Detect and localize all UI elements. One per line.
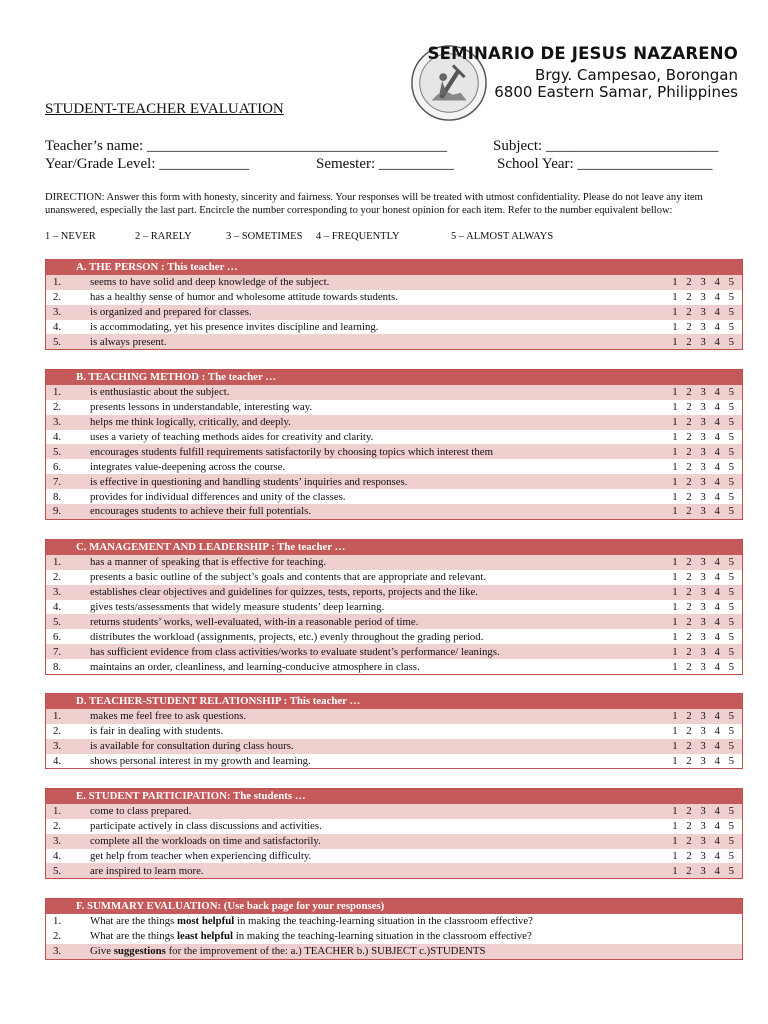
item-text: is enthusiastic about the subject. [90, 385, 638, 400]
scale-label-3: 3 – SOMETIMES [226, 231, 303, 242]
item-text: is accommodating, yet his presence invites discipline and learning. [90, 320, 638, 335]
rating-options[interactable]: 1 2 3 4 5 [638, 724, 743, 739]
section-b [45, 369, 743, 520]
table-row [46, 459, 743, 474]
scale-label-2: 2 – RARELY [135, 231, 192, 242]
item-text: has a healthy sense of humor and wholesome attitude towards students. [90, 290, 638, 305]
rating-options[interactable]: 1 2 3 4 5 [638, 385, 743, 400]
table-row [46, 400, 743, 415]
section-header: D. TEACHER-STUDENT RELATIONSHIP : This teacher … [46, 694, 743, 709]
table-row [46, 305, 743, 320]
table-row [46, 834, 743, 849]
table-row [46, 849, 743, 864]
item-number: 2. [46, 570, 91, 585]
item-number: 2. [46, 290, 91, 305]
section-header: F. SUMMARY EVALUATION: (Use back page for your responses) [46, 899, 743, 914]
section-c [45, 539, 743, 675]
table-row [46, 863, 743, 878]
table-row [46, 290, 743, 305]
section-a [45, 259, 743, 350]
direction-text: DIRECTION: Answer this form with honesty, sincerity and fairness. Your responses will be treated with utmost confidentiality. Please do not leave any item unanswered, especially the last part. Encircle the number corresponding to your honest opinion for each item. Refer to the number equivalent bellow: [45, 192, 703, 216]
section-d [45, 693, 743, 769]
rating-options[interactable]: 1 2 3 4 5 [638, 275, 743, 290]
item-number: 5. [46, 863, 91, 878]
table-row [46, 570, 743, 585]
year-level-field[interactable]: Year/Grade Level: ____________ [45, 156, 250, 172]
item-number: 8. [46, 659, 91, 674]
item-text: come to class prepared. [90, 804, 638, 819]
table-row [46, 804, 743, 819]
item-number: 7. [46, 644, 91, 659]
table-row [46, 385, 743, 400]
rating-options[interactable]: 1 2 3 4 5 [638, 819, 743, 834]
item-text: is available for consultation during class hours. [90, 739, 638, 754]
item-text: integrates value-deepening across the course. [90, 459, 638, 474]
rating-options[interactable]: 1 2 3 4 5 [638, 570, 743, 585]
item-text: presents lessons in understandable, interesting way. [90, 400, 638, 415]
rating-options[interactable]: 1 2 3 4 5 [638, 585, 743, 600]
rating-options[interactable]: 1 2 3 4 5 [638, 629, 743, 644]
item-number: 3. [46, 739, 91, 754]
rating-options[interactable]: 1 2 3 4 5 [638, 614, 743, 629]
table-row [46, 444, 743, 459]
rating-options[interactable]: 1 2 3 4 5 [638, 834, 743, 849]
item-text: is organized and prepared for classes. [90, 305, 638, 320]
rating-options[interactable]: 1 2 3 4 5 [638, 430, 743, 445]
item-number: 1. [46, 555, 91, 570]
item-text: has a manner of speaking that is effective for teaching. [90, 555, 638, 570]
school-name: SEMINARIO DE JESUS NAZARENO [427, 44, 738, 63]
item-text: complete all the workloads on time and satisfactorily. [90, 834, 638, 849]
table-row [46, 555, 743, 570]
rating-options[interactable]: 1 2 3 4 5 [638, 504, 743, 519]
rating-options[interactable]: 1 2 3 4 5 [638, 600, 743, 615]
rating-options[interactable]: 1 2 3 4 5 [638, 474, 743, 489]
rating-options[interactable]: 1 2 3 4 5 [638, 459, 743, 474]
scale-label-5: 5 – ALMOST ALWAYS [451, 231, 554, 242]
table-row [46, 629, 743, 644]
item-number: 4. [46, 320, 91, 335]
item-number: 3. [46, 305, 91, 320]
section-header: E. STUDENT PARTICIPATION: The students … [46, 789, 743, 804]
scale-label-4: 4 – FREQUENTLY [316, 231, 400, 242]
rating-options[interactable]: 1 2 3 4 5 [638, 709, 743, 724]
item-number: 2. [46, 929, 91, 944]
teacher-name-field[interactable]: Teacher’s name: ________________________________________ [45, 138, 447, 154]
item-number: 5. [46, 614, 91, 629]
rating-options[interactable]: 1 2 3 4 5 [638, 415, 743, 430]
table-row [46, 659, 743, 674]
rating-options[interactable]: 1 2 3 4 5 [638, 739, 743, 754]
item-text: is always present. [90, 334, 638, 349]
table-row [46, 709, 743, 724]
table-row [46, 614, 743, 629]
item-text: is fair in dealing with students. [90, 724, 638, 739]
item-number: 1. [46, 709, 91, 724]
school-year-field[interactable]: School Year: __________________ [497, 156, 713, 172]
item-number: 3. [46, 585, 91, 600]
form-title: STUDENT-TEACHER EVALUATION [45, 101, 284, 117]
item-number: 4. [46, 754, 91, 769]
item-number: 7. [46, 474, 91, 489]
section-header: C. MANAGEMENT AND LEADERSHIP : The teacher … [46, 540, 743, 555]
item-text: get help from teacher when experiencing difficulty. [90, 849, 638, 864]
item-number: 1. [46, 275, 91, 290]
item-text: uses a variety of teaching methods aides for creativity and clarity. [90, 430, 638, 445]
rating-options[interactable]: 1 2 3 4 5 [638, 863, 743, 878]
item-number: 1. [46, 385, 91, 400]
section-header: A. THE PERSON : This teacher … [46, 260, 743, 275]
item-number: 5. [46, 334, 91, 349]
section-e [45, 788, 743, 879]
item-number: 2. [46, 819, 91, 834]
item-text: are inspired to learn more. [90, 863, 638, 878]
item-text: makes me feel free to ask questions. [90, 709, 638, 724]
item-number: 4. [46, 600, 91, 615]
item-text: seems to have solid and deep knowledge of the subject. [90, 275, 638, 290]
item-number: 5. [46, 444, 91, 459]
table-row [46, 819, 743, 834]
rating-options[interactable]: 1 2 3 4 5 [638, 290, 743, 305]
rating-options[interactable]: 1 2 3 4 5 [638, 444, 743, 459]
table-row [46, 275, 743, 290]
item-number: 1. [46, 804, 91, 819]
table-row [46, 415, 743, 430]
item-text: is effective in questioning and handling students’ inquiries and responses. [90, 474, 638, 489]
item-text: encourages students to achieve their full potentials. [90, 504, 638, 519]
table-row [46, 430, 743, 445]
summary-item-2: What are the things least helpful in making the teaching-learning situation in the classroom effective? [90, 929, 743, 944]
rating-options[interactable]: 1 2 3 4 5 [638, 400, 743, 415]
subject-field[interactable]: Subject: _______________________ [493, 138, 719, 154]
item-number: 8. [46, 489, 91, 504]
item-number: 3. [46, 834, 91, 849]
rating-options[interactable]: 1 2 3 4 5 [638, 754, 743, 769]
rating-options[interactable]: 1 2 3 4 5 [638, 849, 743, 864]
item-text: distributes the workload (assignments, projects, etc.) evenly throughout the grading period. [90, 629, 638, 644]
item-text: helps me think logically, critically, and deeply. [90, 415, 638, 430]
item-text: participate actively in class discussions and activities. [90, 819, 638, 834]
table-row [46, 739, 743, 754]
item-text: maintains an order, cleanliness, and learning-conducive atmosphere in class. [90, 659, 638, 674]
table-row [46, 644, 743, 659]
item-number: 6. [46, 459, 91, 474]
item-number: 4. [46, 849, 91, 864]
rating-options[interactable]: 1 2 3 4 5 [638, 659, 743, 674]
item-text: provides for individual differences and unity of the classes. [90, 489, 638, 504]
semester-field[interactable]: Semester: __________ [316, 156, 454, 172]
school-address-line1: Brgy. Campesao, Borongan [535, 66, 738, 84]
rating-options[interactable]: 1 2 3 4 5 [638, 804, 743, 819]
scale-label-1: 1 – NEVER [45, 231, 96, 242]
rating-options[interactable]: 1 2 3 4 5 [638, 320, 743, 335]
table-row [46, 724, 743, 739]
item-text: has sufficient evidence from class activities/works to evaluate student’s performance/ leanings. [90, 644, 638, 659]
rating-options[interactable]: 1 2 3 4 5 [638, 644, 743, 659]
item-number: 3. [46, 944, 91, 959]
table-row [46, 489, 743, 504]
table-row [46, 504, 743, 519]
item-number: 4. [46, 430, 91, 445]
section-header: B. TEACHING METHOD : The teacher … [46, 370, 743, 385]
table-row [46, 600, 743, 615]
item-number: 9. [46, 504, 91, 519]
item-number: 1. [46, 914, 91, 929]
school-address-line2: 6800 Eastern Samar, Philippines [494, 83, 738, 101]
rating-options[interactable]: 1 2 3 4 5 [638, 489, 743, 504]
item-number: 2. [46, 400, 91, 415]
table-row [46, 585, 743, 600]
table-row [46, 474, 743, 489]
summary-item-3: Give suggestions for the improvement of the: a.) TEACHER b.) SUBJECT c.)STUDENTS [90, 944, 743, 959]
summary-section [45, 898, 743, 960]
rating-options[interactable]: 1 2 3 4 5 [638, 555, 743, 570]
item-text: presents a basic outline of the subject’s goals and contents that are appropriate and relevant. [90, 570, 638, 585]
rating-options[interactable]: 1 2 3 4 5 [638, 305, 743, 320]
table-row [46, 320, 743, 335]
item-number: 6. [46, 629, 91, 644]
item-number: 2. [46, 724, 91, 739]
rating-options[interactable]: 1 2 3 4 5 [638, 334, 743, 349]
table-row [46, 334, 743, 349]
table-row [46, 754, 743, 769]
summary-item-1: What are the things most helpful in making the teaching-learning situation in the classroom effective? [90, 914, 743, 929]
item-text: shows personal interest in my growth and learning. [90, 754, 638, 769]
item-text: returns students’ works, well-evaluated, with-in a reasonable period of time. [90, 614, 638, 629]
item-text: gives tests/assessments that widely measure students’ deep learning. [90, 600, 638, 615]
item-text: encourages students fulfill requirements satisfactorily by choosing topics which interest them [90, 444, 638, 459]
item-text: establishes clear objectives and guidelines for quizzes, tests, reports, projects and the like. [90, 585, 638, 600]
item-number: 3. [46, 415, 91, 430]
